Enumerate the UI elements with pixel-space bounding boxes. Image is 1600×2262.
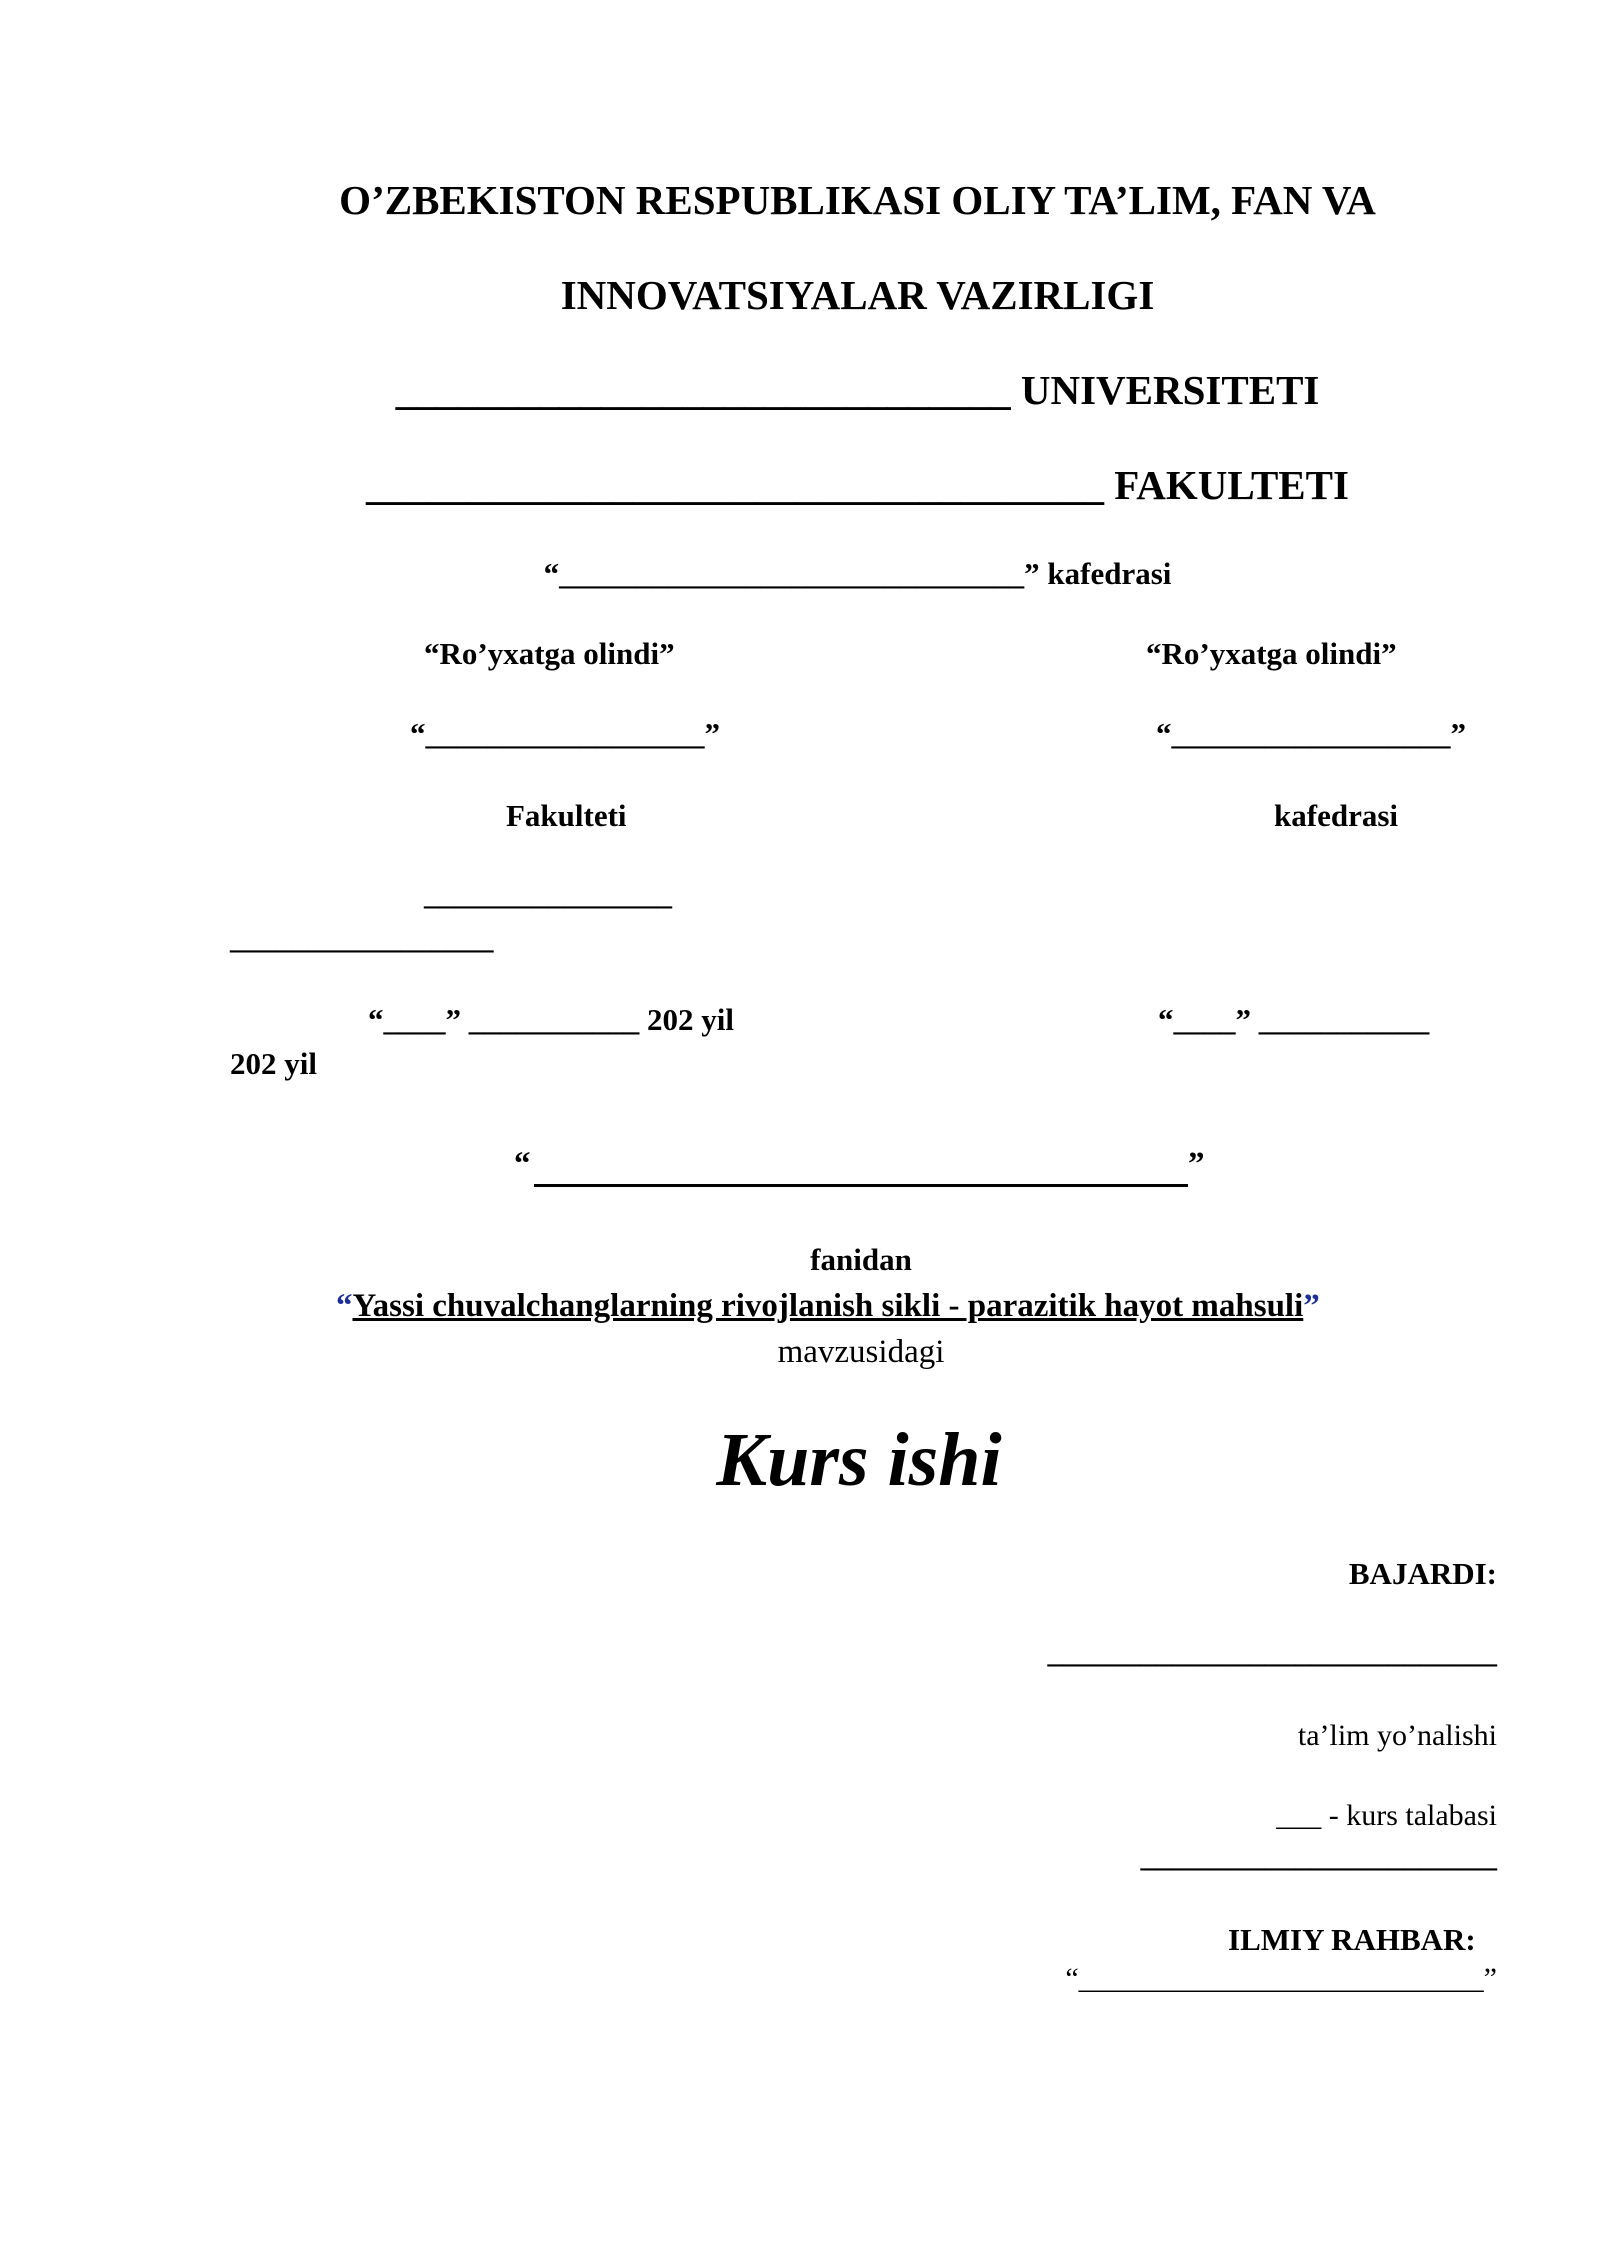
left-approval-date: “____” ___________ 202 yil [368,1002,734,1037]
left-approval-label: Fakulteti [506,798,627,833]
supervisor-label: ILMIY RAHBAR: [1228,1922,1476,1957]
faculty-line: ____________________________________ FAKULTETI [366,462,1349,508]
subject-blank-close: ” [1188,1146,1205,1182]
course-name-line: _______________________ [1140,1838,1497,1873]
document-title: Kurs ishi [716,1418,1002,1502]
left-signature-line-cont: _________________ [230,920,494,955]
right-approval-blank: “__________________” [1156,716,1466,751]
student-name-line: _____________________________ [1047,1634,1497,1669]
education-direction: ta’lim yo’nalishi [1297,1719,1497,1752]
mavzusidagi-label: mavzusidagi [777,1334,945,1370]
topic-open-quote: “ [336,1288,353,1324]
course-student: ___ - kurs talabasi [1276,1799,1497,1832]
right-approval-label: kafedrasi [1274,798,1398,833]
topic-close-quote: ” [1303,1288,1320,1324]
ministry-line-2: INNOVATSIYALAR VAZIRLIGI [560,272,1155,318]
left-approval-blank: “__________________” [410,716,720,751]
supervisor-name-blank: “___________________________” [1065,1962,1497,1995]
student-label: BAJARDI: [1348,1556,1497,1591]
department-line: “______________________________” kafedrasi [543,556,1172,591]
topic-text: Yassi chuvalchanglarning rivojlanish sikli - parazitik hayot mahsuli [352,1288,1304,1324]
ministry-line-1: O’ZBEKISTON RESPUBLIKASI OLIY TA’LIM, FAN VA [339,177,1376,223]
right-approval-date: “____” ___________ [1158,1002,1430,1037]
subject-blank-line [534,1184,1188,1187]
right-approval-date-cont: 202 yil [230,1046,317,1081]
fanidan-label: fanidan [810,1242,912,1277]
left-signature-line: ________________ [424,876,672,911]
left-approval-title: “Ro’yxatga olindi” [424,636,675,671]
topic-line [336,1290,1320,1323]
university-line: ______________________________ UNIVERSITETI [395,367,1320,413]
subject-blank-open: “ [514,1146,531,1182]
right-approval-title: “Ro’yxatga olindi” [1146,636,1397,671]
